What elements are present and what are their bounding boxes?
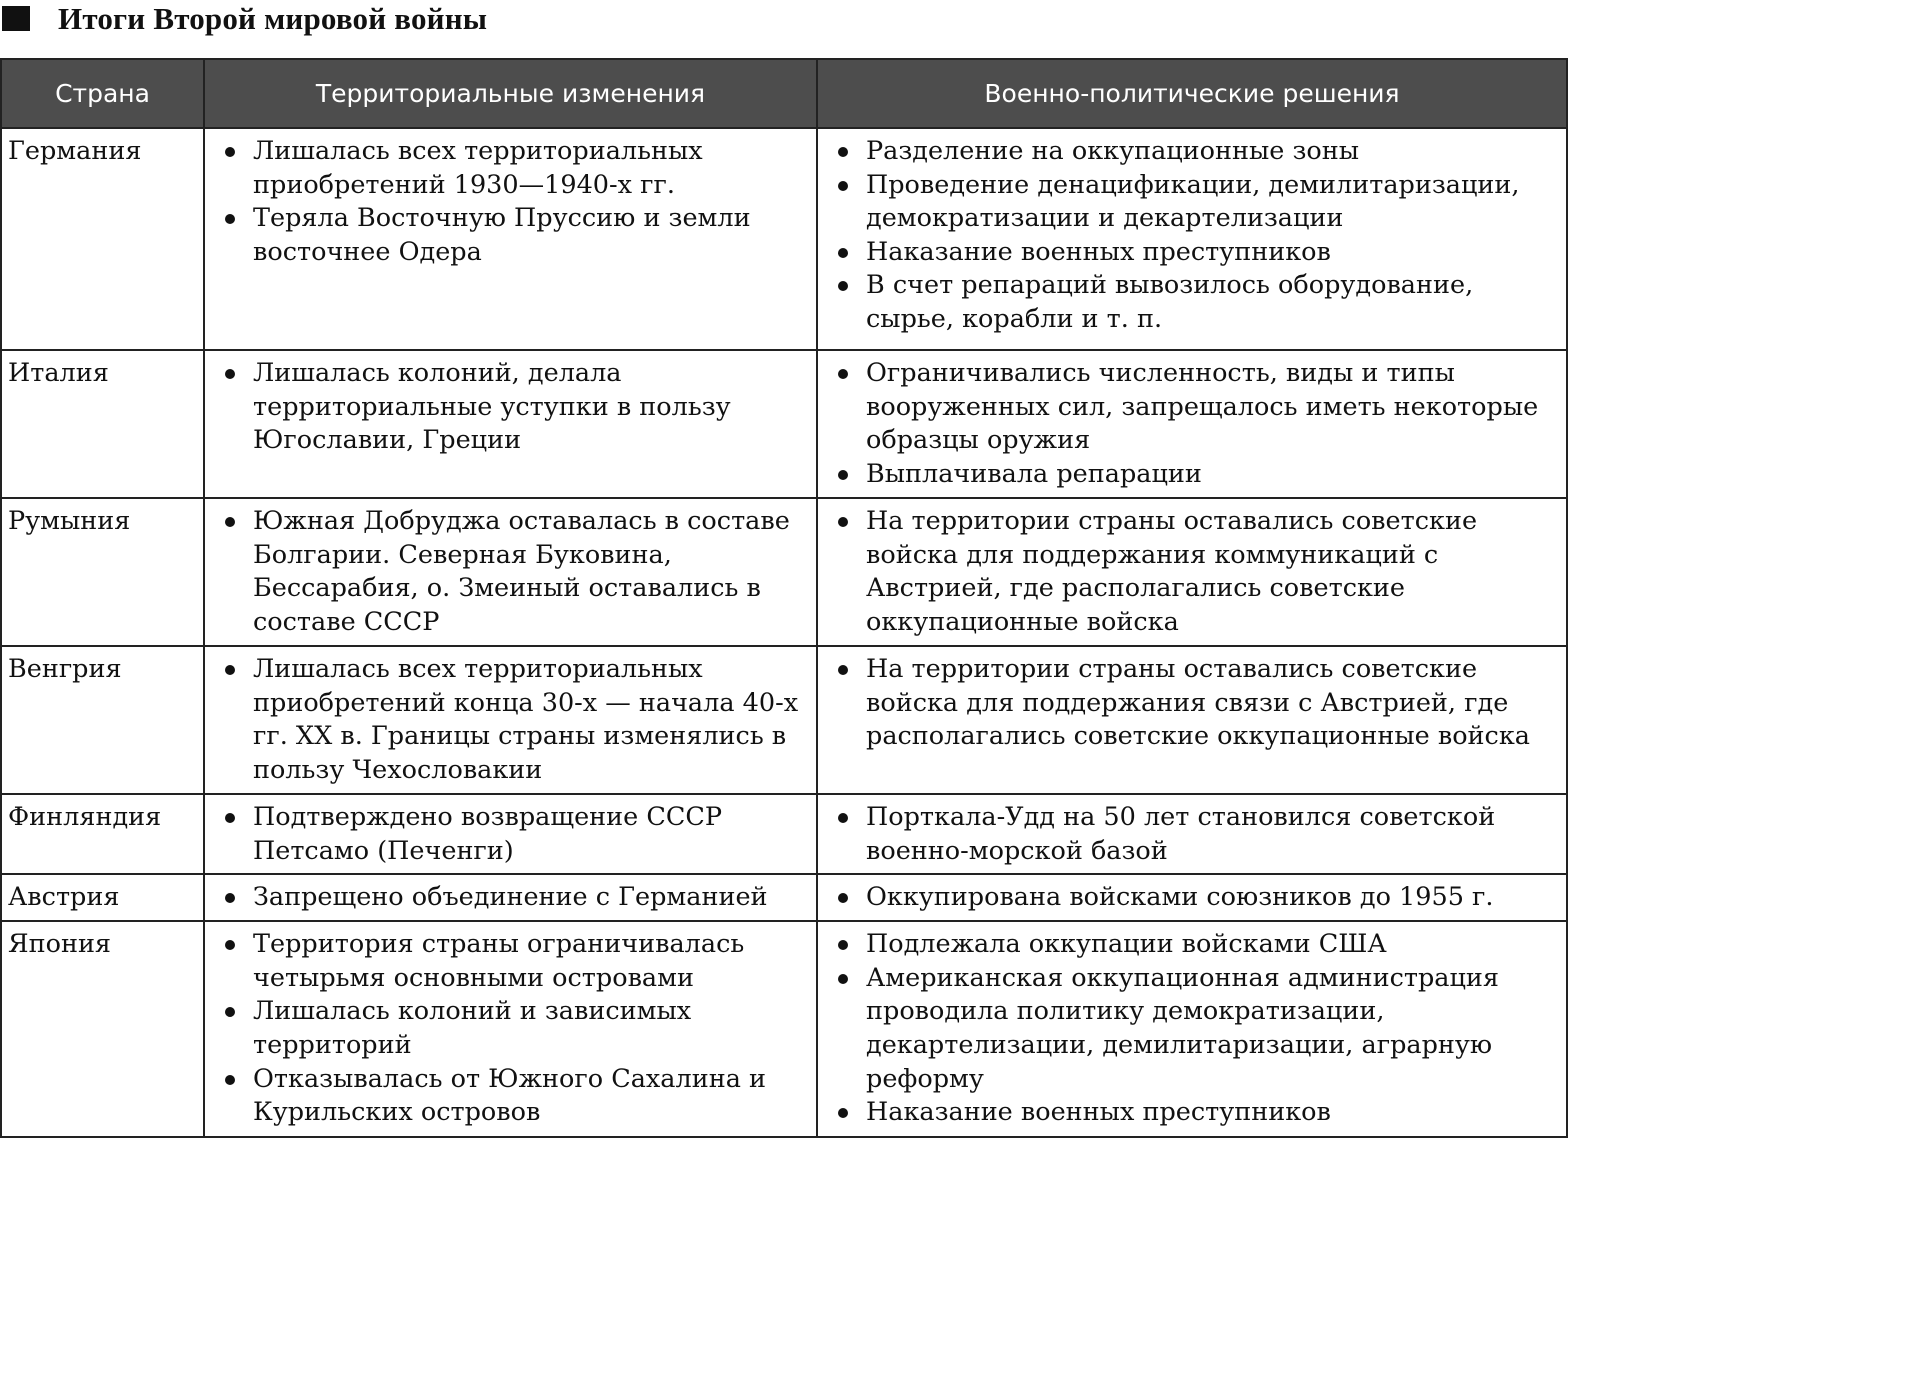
table-row xyxy=(1,646,1567,794)
list-item: Разделение на оккупационные зоны xyxy=(824,135,1560,169)
list-item: Выплачивала репарации xyxy=(824,458,1560,492)
list-item: Подтверждено возвращение СССР Петсамо (Печенги) xyxy=(211,801,810,868)
table-row xyxy=(1,794,1567,874)
territorial-cell xyxy=(204,646,817,794)
list-item: Запрещено объединение с Германией xyxy=(211,881,810,915)
military-cell xyxy=(817,128,1567,350)
page-title: Итоги Второй мировой войны xyxy=(58,0,488,36)
list-item: На территории страны оставались советские войска для поддержания связи с Австрией, где располагались советские оккупационные войска xyxy=(824,653,1560,754)
military-cell xyxy=(817,350,1567,498)
territorial-cell xyxy=(204,128,817,350)
table-row xyxy=(1,874,1567,921)
territorial-cell xyxy=(204,874,817,921)
territorial-cell xyxy=(204,921,817,1137)
table-header-row xyxy=(1,59,1567,128)
table-row xyxy=(1,128,1567,350)
list-item: Лишалась всех территориальных приобретений 1930—1940-х гг. xyxy=(211,135,810,202)
page-heading xyxy=(0,0,487,36)
list-item: В счет репараций вывозилось оборудование, сырье, корабли и т. п. xyxy=(824,269,1560,336)
country-cell: Венгрия xyxy=(1,646,204,794)
results-table xyxy=(0,58,1568,1138)
list-item: Американская оккупационная администрация проводила политику демократизации, декартелизации, демилитаризации, аграрную реформу xyxy=(824,962,1560,1096)
country-cell: Япония xyxy=(1,921,204,1137)
military-cell xyxy=(817,874,1567,921)
list-item: Лишалась всех территориальных приобретений конца 30-х — начала 40-х гг. XX в. Границы страны изменялись в пользу Чехословакии xyxy=(211,653,810,787)
list-item: Территория страны ограничивалась четырьмя основными островами xyxy=(211,928,810,995)
table-row xyxy=(1,921,1567,1137)
list-item: Отказывалась от Южного Сахалина и Курильских островов xyxy=(211,1063,810,1130)
territorial-cell xyxy=(204,350,817,498)
list-item: Подлежала оккупации войсками США xyxy=(824,928,1560,962)
country-cell: Италия xyxy=(1,350,204,498)
country-cell: Германия xyxy=(1,128,204,350)
list-item: Наказание военных преступников xyxy=(824,236,1560,270)
military-cell xyxy=(817,498,1567,646)
list-item: Лишалась колоний, делала территориальные уступки в пользу Югославии, Греции xyxy=(211,357,810,458)
territorial-cell xyxy=(204,794,817,874)
military-cell xyxy=(817,921,1567,1137)
list-item: Южная Добруджа оставалась в составе Болгарии. Северная Буковина, Бессарабия, о. Змеиный оставались в составе СССР xyxy=(211,505,810,639)
heading-square-marker xyxy=(2,6,30,31)
list-item: Лишалась колоний и зависимых территорий xyxy=(211,995,810,1062)
country-cell: Румыния xyxy=(1,498,204,646)
military-cell xyxy=(817,646,1567,794)
header-military-political-decisions: Военно-политические решения xyxy=(817,59,1567,128)
header-country: Страна xyxy=(1,59,204,128)
list-item: Ограничивались численность, виды и типы вооруженных сил, запрещалось иметь некоторые образцы оружия xyxy=(824,357,1560,458)
list-item: Наказание военных преступников xyxy=(824,1096,1560,1130)
military-cell xyxy=(817,794,1567,874)
table-row xyxy=(1,498,1567,646)
list-item: Теряла Восточную Пруссию и земли восточнее Одера xyxy=(211,202,810,269)
country-cell: Австрия xyxy=(1,874,204,921)
list-item: Проведение денацификации, демилитаризации, демократизации и декартелизации xyxy=(824,169,1560,236)
table-row xyxy=(1,350,1567,498)
header-territorial-changes: Территориальные изменения xyxy=(204,59,817,128)
list-item: На территории страны оставались советские войска для поддержания коммуникаций с Австрией, где располагались советские оккупационные войска xyxy=(824,505,1560,639)
list-item: Оккупирована войсками союзников до 1955 г. xyxy=(824,881,1560,915)
country-cell: Финляндия xyxy=(1,794,204,874)
list-item: Порткала-Удд на 50 лет становился советской военно-морской базой xyxy=(824,801,1560,868)
territorial-cell xyxy=(204,498,817,646)
